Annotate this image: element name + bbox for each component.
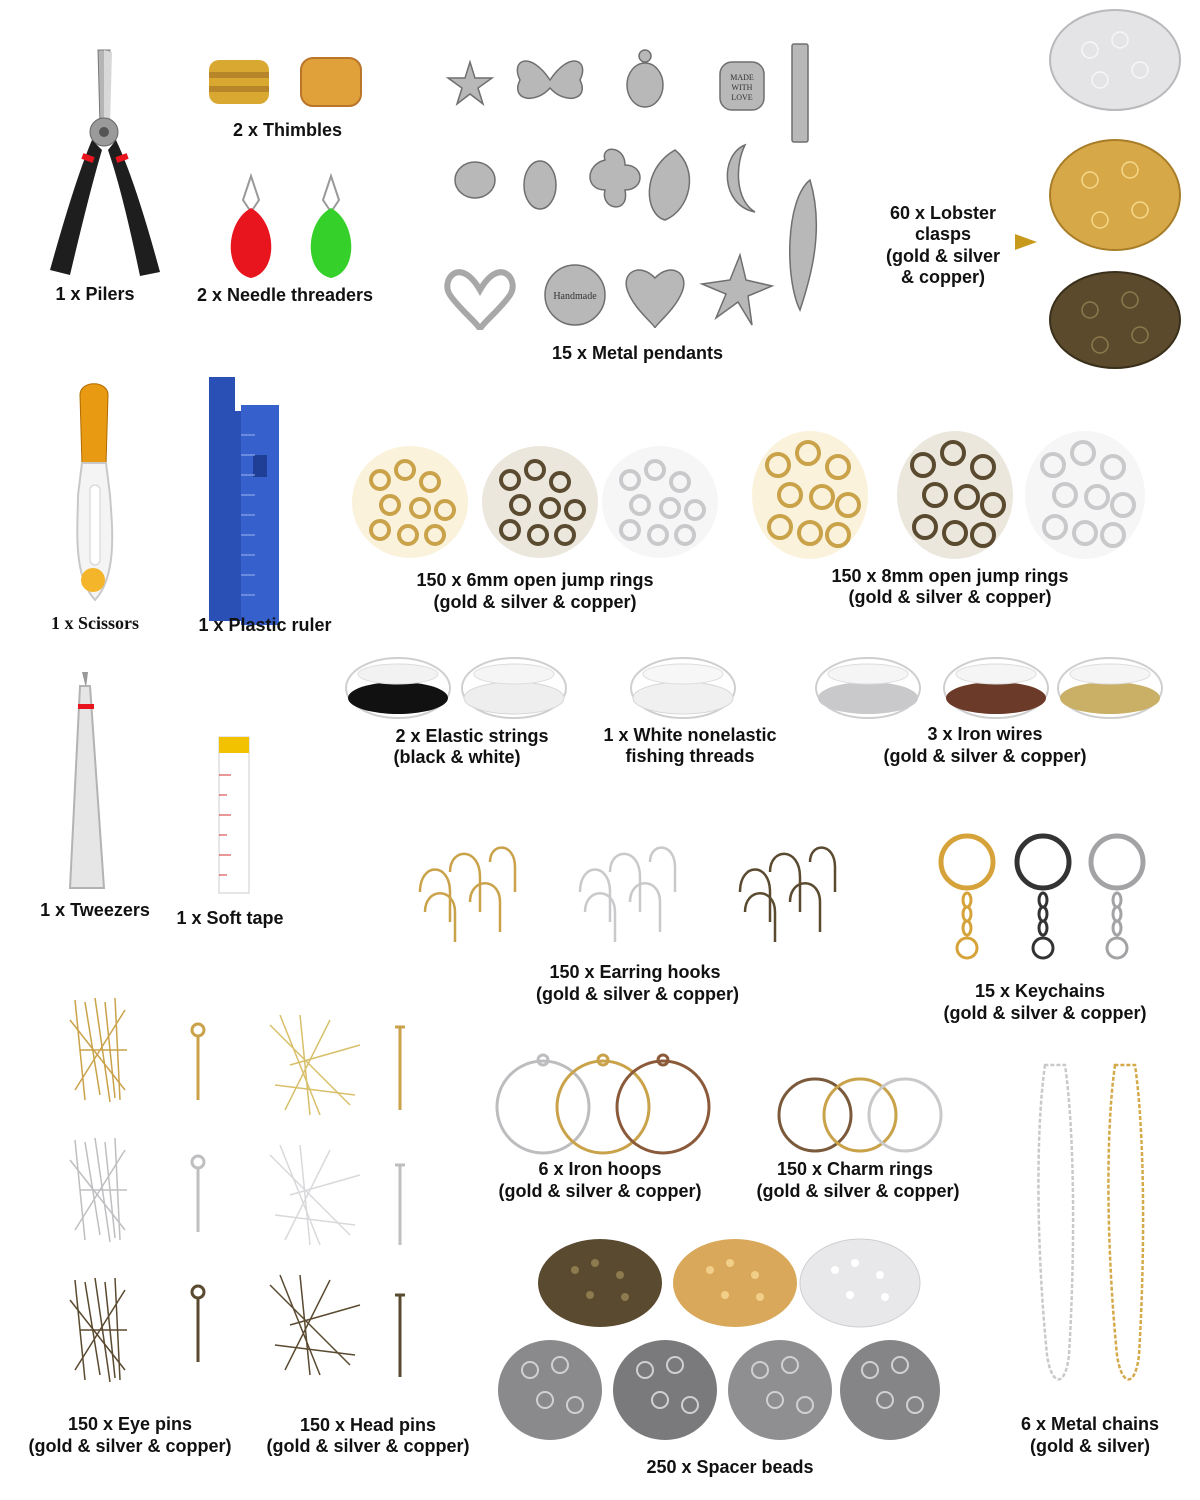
- charm-rings-label-2: (gold & silver & copper): [756, 1181, 960, 1201]
- pendants-label: 15 x Metal pendants: [551, 343, 724, 363]
- tweezers-icon: [60, 668, 120, 898]
- iron-hoops-label-2: (gold & silver & copper): [498, 1181, 702, 1201]
- charm-rings: [770, 1070, 950, 1155]
- keychain-icon: [935, 830, 1155, 965]
- keychains: [935, 830, 1155, 965]
- pliers: [30, 40, 180, 280]
- spacer-beads-label: 250 x Spacer beads: [646, 1457, 814, 1477]
- chains-label-2: (gold & silver): [1029, 1436, 1150, 1456]
- spool-icon: [342, 652, 572, 722]
- lobster-label-1: 60 x Lobster: [889, 203, 997, 223]
- pendant-tag-text-2: WITH: [731, 83, 753, 92]
- spacer-beads: [495, 1235, 945, 1450]
- eye-pin-icon: [55, 990, 235, 1390]
- iron-wires-label-2: (gold & silver & copper): [883, 746, 1087, 766]
- lobster-label-4: & copper): [900, 267, 985, 287]
- needle-threader-icon: [215, 172, 365, 282]
- spool-icon: [628, 652, 738, 722]
- jump8-label-1: 150 x 8mm open jump rings: [831, 566, 1069, 586]
- pendant-coin-text: Handmade: [553, 291, 597, 302]
- tweezers-label: 1 x Tweezers: [40, 900, 150, 920]
- bead-icon: [495, 1235, 945, 1450]
- keychains-label-2: (gold & silver & copper): [943, 1003, 1147, 1023]
- soft-tape: [215, 735, 255, 895]
- earring-label-2: (gold & silver & copper): [535, 984, 740, 1004]
- keychains-label-1: 15 x Keychains: [974, 981, 1106, 1001]
- earring-hooks: [400, 832, 880, 957]
- pendant-icon: [440, 40, 840, 340]
- scissors-icon: [60, 375, 130, 610]
- lobster-clasp-icon: [1040, 0, 1190, 380]
- iron-wires-label-1: 3 x Iron wires: [927, 724, 1043, 744]
- eye-pins-label-1: 150 x Eye pins: [67, 1414, 193, 1434]
- ruler-label: 1 x Plastic ruler: [198, 615, 332, 635]
- thimbles-label: 2 x Thimbles: [232, 120, 343, 140]
- iron-hoops: [488, 1052, 718, 1157]
- thimbles: [205, 52, 365, 112]
- pendant-tag-text-3: LOVE: [731, 93, 753, 102]
- lobster-label-3: (gold & silver: [885, 246, 1001, 266]
- plastic-ruler: [205, 375, 285, 635]
- eye-pins-label-2: (gold & silver & copper): [28, 1436, 232, 1456]
- tweezers: [60, 668, 120, 898]
- soft-tape-label: 1 x Soft tape: [176, 908, 284, 928]
- pendant-tag-text-1: MADE: [730, 73, 754, 82]
- elastic-strings: [342, 652, 572, 722]
- scissors: [60, 375, 130, 610]
- iron-hoops-label-1: 6 x Iron hoops: [538, 1159, 662, 1179]
- jump6-label-2: (gold & silver & copper): [433, 592, 637, 612]
- elastic-label-2: (black & white): [393, 747, 521, 767]
- scissors-label: 1 x Scissors: [50, 613, 139, 633]
- jump-rings-8mm: [750, 425, 1150, 565]
- ruler-icon: [205, 375, 285, 635]
- chains-label-1: 6 x Metal chains: [1020, 1414, 1160, 1434]
- head-pins-label-1: 150 x Head pins: [299, 1415, 437, 1435]
- thimble-icon: [205, 52, 365, 112]
- iron-wires: [810, 652, 1170, 722]
- pliers-label: 1 x Pilers: [55, 284, 135, 304]
- earring-hook-icon: [400, 832, 880, 957]
- jump-ring-icon: [350, 440, 720, 565]
- spool-icon: [810, 652, 1170, 722]
- arrow-icon: [1013, 232, 1039, 252]
- eye-pins: [55, 990, 235, 1390]
- head-pins: [260, 1005, 440, 1395]
- jump6-label-1: 150 x 6mm open jump rings: [416, 570, 654, 590]
- needle-threaders: [215, 172, 365, 282]
- jump-ring-icon: [750, 425, 1150, 565]
- charm-rings-label-1: 150 x Charm rings: [776, 1159, 934, 1179]
- chain-icon: [1025, 1055, 1165, 1405]
- jump-rings-6mm: [350, 440, 720, 565]
- pliers-icon: [30, 40, 180, 280]
- fishing-threads: [628, 652, 738, 722]
- hoop-icon: [488, 1052, 718, 1157]
- fishing-label-2: fishing threads: [625, 746, 755, 766]
- earring-label-1: 150 x Earring hooks: [549, 962, 721, 982]
- head-pin-icon: [260, 1005, 440, 1395]
- lobster-label-2: clasps: [914, 224, 972, 244]
- needle-threaders-label: 2 x Needle threaders: [196, 285, 374, 305]
- jump8-label-2: (gold & silver & copper): [848, 587, 1052, 607]
- metal-chains: [1025, 1055, 1165, 1405]
- fishing-label-1: 1 x White nonelastic: [603, 725, 777, 745]
- charm-ring-icon: [770, 1070, 950, 1155]
- head-pins-label-2: (gold & silver & copper): [266, 1436, 470, 1456]
- lobster-clasps: [1040, 0, 1190, 380]
- tape-icon: [215, 735, 255, 895]
- elastic-label-1: 2 x Elastic strings: [395, 726, 549, 746]
- metal-pendants: [440, 40, 840, 340]
